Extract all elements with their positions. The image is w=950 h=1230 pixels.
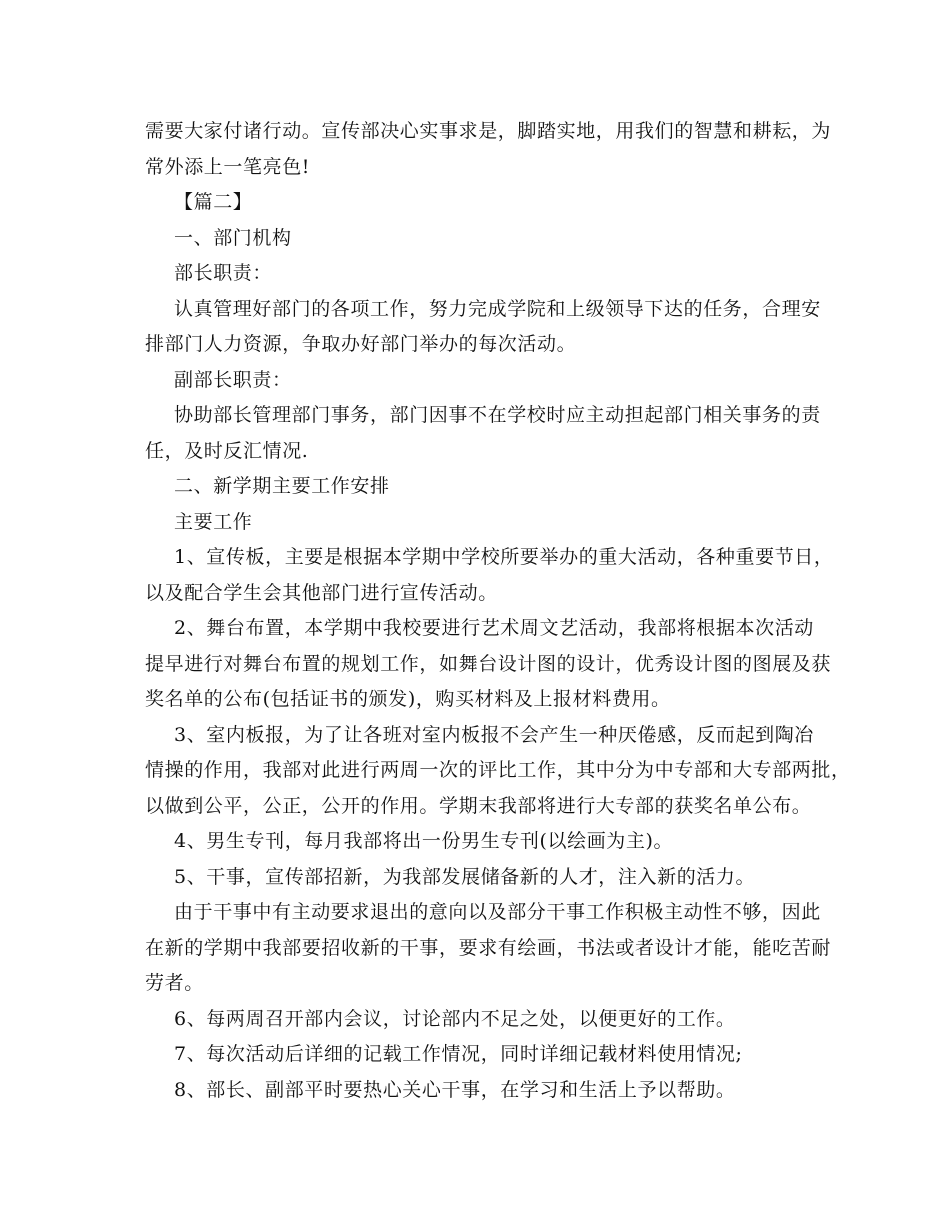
text-line-9: 协助部长管理部门事务，部门因事不在学校时应主动担起部门相关事务的责 [174, 404, 821, 426]
text-line-16: 提早进行对舞台布置的规划工作，如舞台设计图的设计，优秀设计图的图展及获 [145, 652, 832, 675]
list-item-8: 8、部长、副部平时要热心关心干事，在学习和生活上予以帮助。 [174, 1078, 736, 1101]
text-line-23: 由于干事中有主动要求退出的意向以及部分干事工作积极主动性不够，因此 [174, 901, 821, 923]
list-item-3: 3、室内板报，为了让各班对室内板报不会产生一种厌倦感，反而起到陶冶 [174, 723, 814, 746]
heading-main-work: 主要工作 [174, 510, 253, 533]
text-line-7: 排部门人力资源，争取办好部门举办的每次活动。 [145, 333, 577, 355]
section-heading-pian-er: 【篇二】 [174, 191, 253, 213]
heading-work-arrangement: 二、新学期主要工作安排 [174, 475, 390, 497]
text-line-20: 以做到公平，公正，公开的作用。学期末我部将进行大专部的获奖名单公布。 [145, 794, 812, 817]
document-body [145, 114, 851, 1108]
list-item-6: 6、每两周召开部内会议，讨论部内不足之处，以便更好的工作。 [174, 1007, 736, 1030]
text-line-1: 需要大家付诸行动。宣传部决心实事求是，脚踏实地，用我们的智慧和耕耘，为 [145, 120, 832, 142]
heading-department-structure: 一、部门机构 [174, 226, 292, 249]
text-line-17: 奖名单的公布(包括证书的颁发)，购买材料及上报材料费用。 [145, 688, 671, 710]
text-line-6: 认真管理好部门的各项工作，努力完成学院和上级领导下达的任务，合理安 [174, 297, 821, 320]
list-item-5: 5、干事，宣传部招新，为我部发展储备新的人才，注入新的活力。 [174, 865, 756, 888]
text-line-24: 在新的学期中我部要招收新的干事，要求有绘画，书法或者设计才能，能吃苦耐 [145, 936, 832, 959]
text-line-25: 劳者。 [145, 972, 204, 994]
text-line-14: 以及配合学生会其他部门进行宣传活动。 [145, 581, 498, 604]
list-item-7: 7、每次活动后详细的记载工作情况，同时详细记载材料使用情况; [174, 1043, 743, 1065]
list-item-4: 4、男生专刊，每月我部将出一份男生专刊(以绘画为主)。 [174, 830, 674, 852]
list-item-1: 1、宣传板，主要是根据本学期中学校所要举办的重大活动，各种重要节日， [174, 546, 834, 568]
text-line-19: 情操的作用，我部对此进行两周一次的评比工作，其中分为中专部和大专部两批， [145, 759, 851, 781]
list-item-2: 2、舞台布置，本学期中我校要进行艺术周文艺活动，我部将根据本次活动 [174, 617, 814, 639]
text-line-2: 常外添上一笔亮色! [145, 155, 311, 178]
heading-vice-minister-duties: 副部长职责： [174, 368, 292, 391]
heading-minister-duties: 部长职责： [174, 262, 273, 284]
text-line-10: 任，及时反汇情况. [145, 439, 309, 462]
